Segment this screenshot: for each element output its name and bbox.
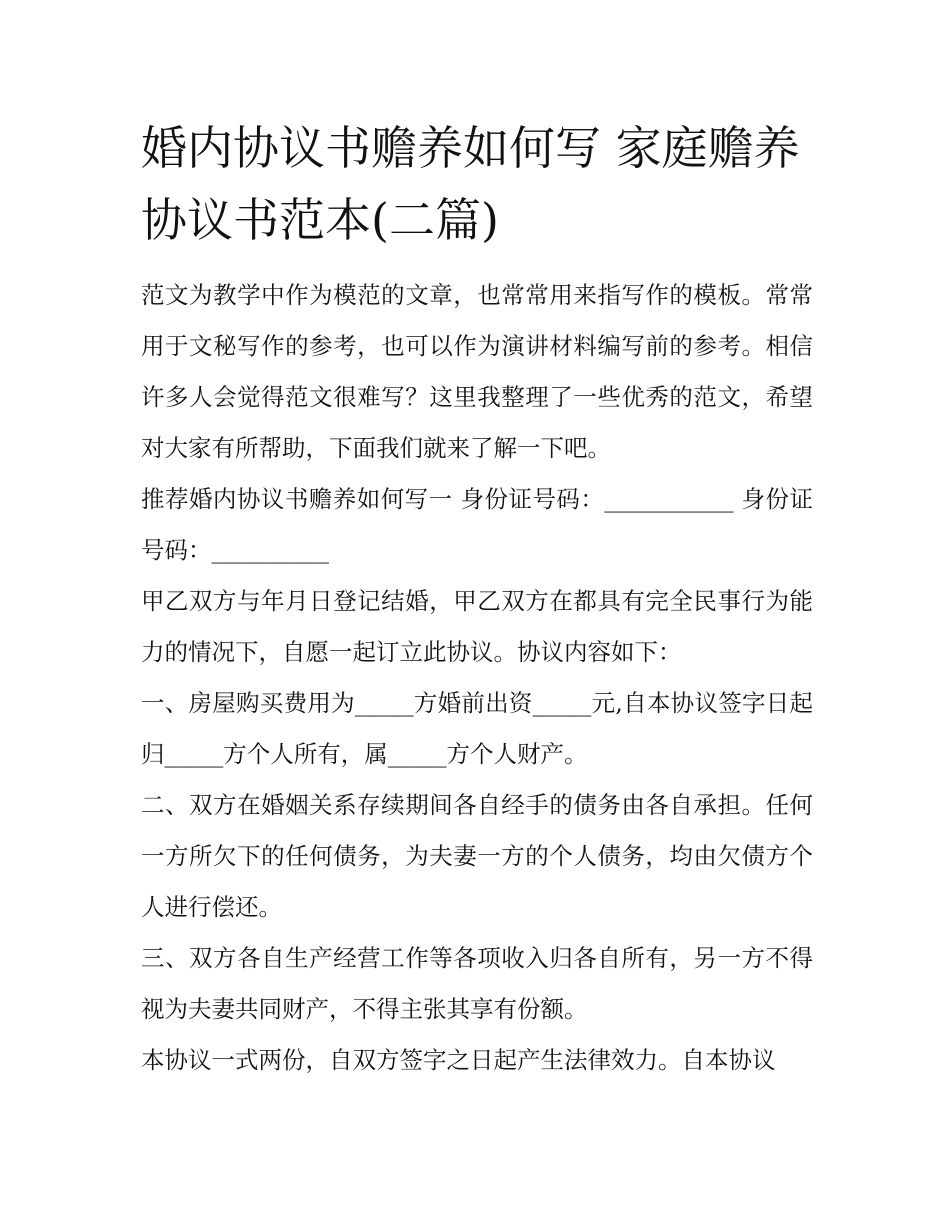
paragraph-clause-3: 三、双方各自生产经营工作等各项收入归各自所有，另一方不得视为夫妻共同财产，不得主张其享有份额。	[141, 944, 813, 1023]
paragraph-clause-1: 一、房屋购买费用为_____方婚前出资_____元,自本协议签字日起归_____方个人所有，属_____方个人财产。	[141, 689, 813, 768]
paragraph-clause-2: 二、双方在婚姻关系存续期间各自经手的债务由各自承担。任何一方所欠下的任何债务，为夫妻一方的个人债务，均由欠债方个人进行偿还。	[141, 791, 813, 921]
paragraph-effectiveness: 本协议一式两份，自双方签字之日起产生法律效力。自本协议	[141, 1046, 776, 1074]
paragraph-marriage-registration: 甲乙双方与年月日登记结婚，甲乙双方在都具有完全民事行为能力的情况下，自愿一起订立此协议。协议内容如下：	[141, 587, 813, 666]
paragraph-id-numbers: 推荐婚内协议书赡养如何写一 身份证号码：___________ 身份证号码：__________	[141, 485, 813, 564]
document-title: 婚内协议书赡养如何写 家庭赡养协议书范本(二篇)	[141, 121, 800, 247]
document-body	[141, 112, 813, 1086]
paragraph-intro: 范文为教学中作为模范的文章，也常常用来指写作的模板。常常用于文秘写作的参考，也可以作为演讲材料编写前的参考。相信许多人会觉得范文很难写？这里我整理了一些优秀的范文，希望对大家有所帮助，下面我们就来了解一下吧。	[141, 281, 813, 462]
